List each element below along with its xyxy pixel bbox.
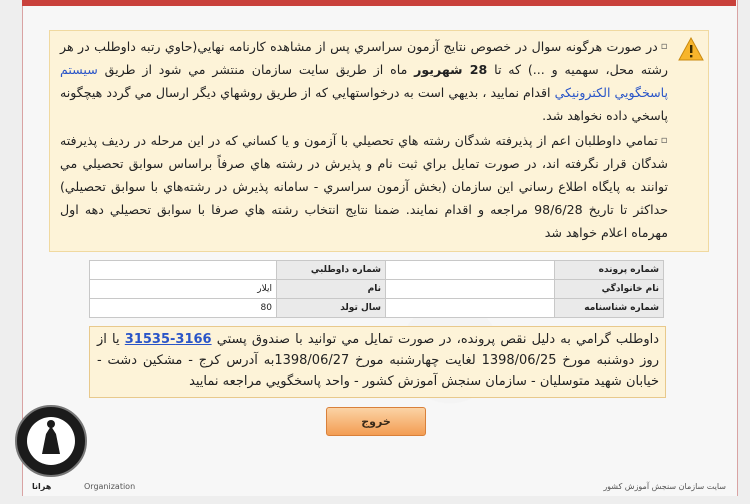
label-first-name: نام [277, 280, 386, 299]
notice-paragraph-2: ▫تمامي داوطلبان اعم از پذيرفته شدگان رشته هاي تحصيلي با آزمون و يا كساني كه در اين مرحله در رديف پذيرفته شدگان قرار نگرفته اند، در صورت تمايل براي ثبت نام و پذيرش در رشته هاي صرفاً براساس سوابق تحصيلي مي توانند به پايگاه اطلاع رساني اين سازمان (بخش آزمون سراسري - سامانه پذيرش در رشته‌هاي با سوابق تحصيلي) حداكثر تا تاريخ 98/6/28 مراجعه و اقدام نمايند. ضمنا نتايج انتخاب رشته هاي صرفا با سوابق تحصيلي دهه اول مهرماه اعلام خواهد شد [60, 133, 668, 240]
table-row [90, 280, 664, 299]
notice-paragraph-1: ▫در صورت هرگونه سوال در خصوص نتايج آزمون سراسري پس از مشاهده كارنامه نهايي(حاوي رتبه داوطلب در هر رشته محل، سهميه و ...) كه تا 28 شهريور ماه از طريق سايت سازمان منتشر مي شود از طريق سيستم پاسخگويي الكترونيكي اقدام نماييد ، بديهي است به درخواستهايي كه از طريق روشهاي ديگر ارسال مي گردد هيچگونه پاسخي داده نخواهد شد. [60, 39, 669, 123]
label-birth-year: سال تولد [277, 299, 386, 318]
candidate-info-table [89, 260, 664, 318]
label-id-number: شماره شناسنامه [555, 299, 664, 318]
message-box [89, 326, 666, 398]
exit-button[interactable]: خروج [326, 407, 426, 436]
footer-watermark-text: هرانا [32, 482, 52, 491]
footer [22, 472, 736, 496]
value-file-number [386, 261, 555, 280]
notice-text [60, 35, 668, 244]
watermark-logo [14, 404, 88, 478]
label-file-number: شماره پرونده [555, 261, 664, 280]
support-system-link[interactable]: سيستم پاسخگويي الكترونيكي [60, 62, 668, 100]
value-first-name: ايلار [90, 280, 277, 299]
table-row [90, 299, 664, 318]
po-box-link[interactable]: 3166-31535 [124, 332, 212, 347]
value-birth-year: 80 [90, 299, 277, 318]
deadline-date: 28 شهريور [414, 62, 488, 77]
footer-organization: Organization [84, 482, 136, 491]
notice-box [49, 30, 709, 252]
bullet-mark: ▫ [660, 135, 668, 146]
value-last-name [386, 280, 555, 299]
value-id-number [386, 299, 555, 318]
bullet-mark: ▫ [660, 41, 668, 52]
top-bar [22, 0, 736, 6]
label-last-name: نام خانوادگي [555, 280, 664, 299]
message-text: داوطلب گرامي به دليل نقص پرونده، در صورت تمايل مي توانيد با صندوق پستي 3166-31535 يا از روز دوشنبه مورخ 1398/06/25 لغايت چهارشنبه مورخ 1398/06/27به آدرس كرج - مشكين دشت - خيابان شهيد متوسليان - سازمان سنجش آموزش كشور - واحد پاسخگويي مراجعه نماييد [97, 332, 660, 389]
table-row [90, 261, 664, 280]
warning-icon [678, 37, 704, 61]
footer-site-name: سايت سازمان سنجش آموزش كشور [603, 482, 726, 491]
value-candidate-number [90, 261, 277, 280]
label-candidate-number: شماره داوطلبي [277, 261, 386, 280]
